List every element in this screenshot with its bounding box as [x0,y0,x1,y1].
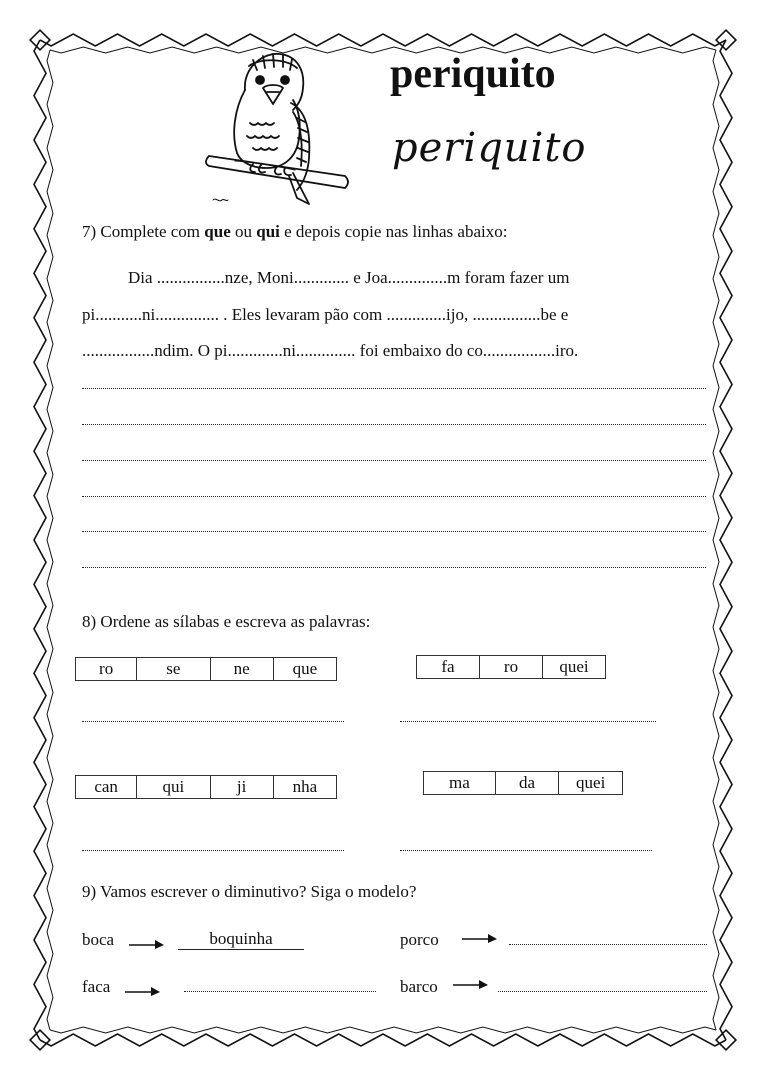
syllable: nha [273,776,336,799]
copy-line[interactable] [82,531,706,532]
q7-text-line-3: .................ndim. O pi.............ni.............. foi embaixo do co.................iro. [82,341,579,360]
syllable-box-2 [416,655,606,679]
copy-line[interactable] [82,496,706,497]
copy-line[interactable] [82,460,706,461]
question-9-prompt: 9) Vamos escrever o diminutivo? Siga o modelo? [82,882,417,901]
arrow-right-icon [462,933,498,945]
syllable: can [76,776,137,799]
syllable: da [495,772,559,795]
syllable: fa [417,656,480,679]
question-8-prompt: 8) Ordene as sílabas e escreva as palavras: [82,612,371,631]
q7-prompt-end: e depois copie nas linhas abaixo: [279,222,508,241]
parakeet-illustration [205,48,350,210]
word-boca: boca [82,930,115,949]
answer-line[interactable] [498,991,707,992]
q7-word-qui: qui [256,222,280,241]
q7-word-que: que [204,222,231,241]
syllable: ji [210,776,273,799]
syllable: quei [559,772,623,795]
arrow-right-icon [129,938,165,950]
model-answer-boquinha: boquinha [178,929,304,950]
copy-line[interactable] [82,424,706,425]
syllable: ma [424,772,496,795]
arrow-right-icon [125,986,161,998]
syllable: qui [137,776,210,799]
q7-prompt-mid: ou [230,222,257,241]
syllable: ne [210,658,273,681]
syllable: se [137,658,210,681]
syllable: ro [480,656,543,679]
title-print: periquito [390,51,556,97]
word-faca: faca [82,977,111,996]
q7-text-line-1: Dia ................nze, Moni............. e Joa..............m foram fazer um [128,268,570,287]
answer-line[interactable] [82,850,344,851]
word-porco: porco [400,930,439,949]
syllable: quei [543,656,606,679]
q7-prompt-start: 7) Complete com [82,222,205,241]
answer-line[interactable] [400,721,656,722]
copy-line[interactable] [82,388,706,389]
arrow-right-icon [453,979,489,991]
syllable: ro [76,658,137,681]
answer-line[interactable] [509,944,707,945]
answer-line[interactable] [184,991,376,992]
answer-line[interactable] [400,850,652,851]
syllable: que [273,658,336,681]
copy-line[interactable] [82,567,706,568]
syllable-box-3 [75,775,337,799]
answer-line[interactable] [82,721,344,722]
title-cursive: periquito [392,125,587,171]
question-7-prompt [82,222,507,242]
q7-text-line-2: pi...........ni............... . Eles levaram pão com ..............ijo, ................be e [82,305,569,324]
syllable-box-4 [423,771,623,795]
word-barco: barco [400,977,438,996]
syllable-box-1 [75,657,337,681]
